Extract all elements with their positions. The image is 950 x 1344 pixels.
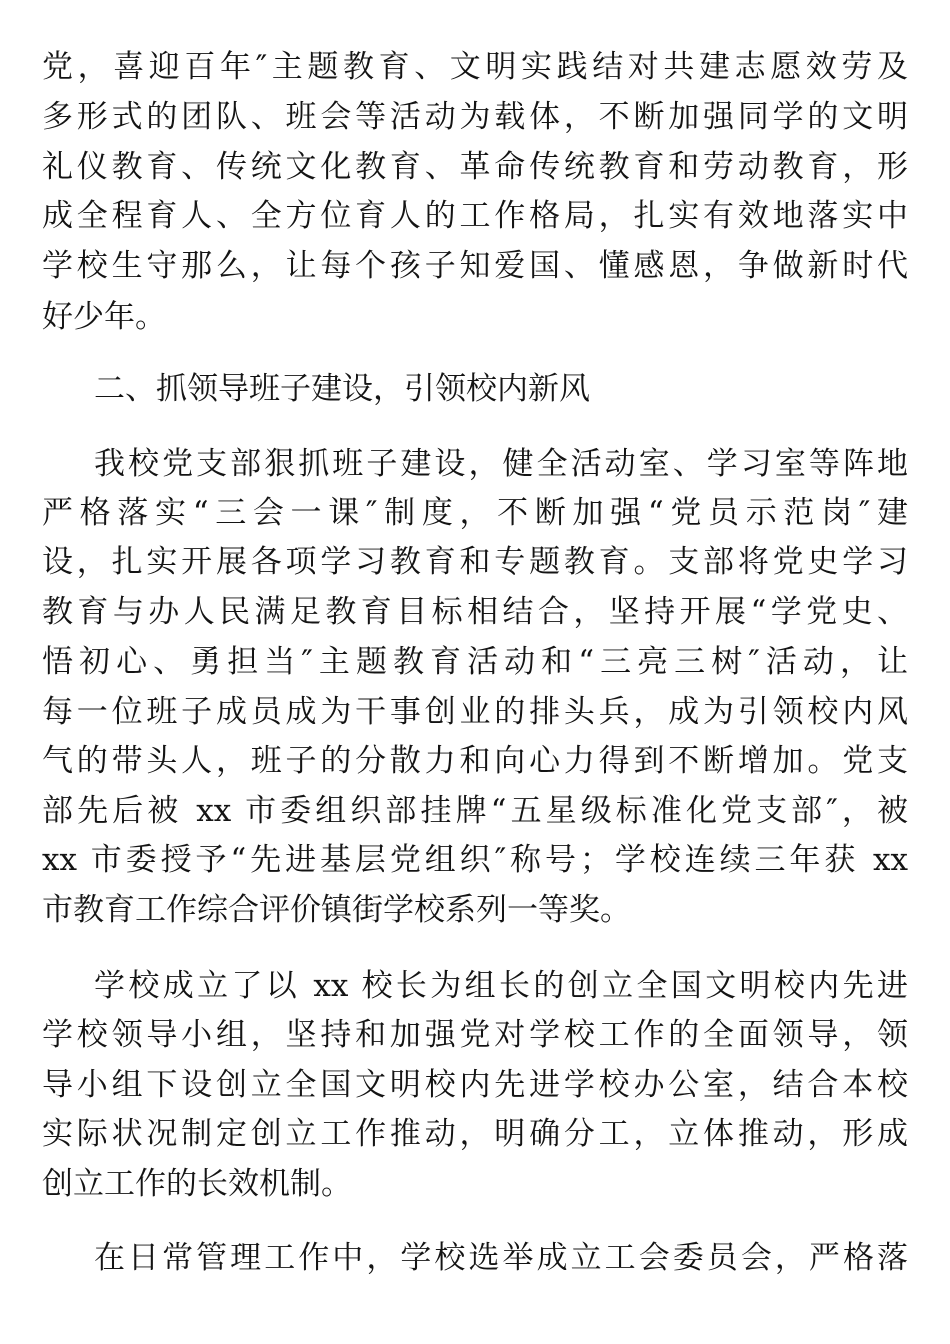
text-line: 学校领导小组，坚持和加强党对学校工作的全面领导，领 [42, 1017, 908, 1053]
text-line: 实际状况制定创立工作推动，明确分工，立体推动，形成 [42, 1116, 908, 1152]
text-line: 礼仪教育、传统文化教育、革命传统教育和劳动教育，形 [42, 149, 908, 185]
text-line: 市教育工作综合评价镇街学校系列一等奖。 [42, 892, 631, 928]
text-line: 我校党支部狠抓班子建设，健全活动室、学习室等阵地 [94, 446, 908, 482]
text-line: 学校成立了以 xx 校长为组长的创立全国文明校内先进 [94, 968, 908, 1004]
text-line: 导小组下设创立全国文明校内先进学校办公室，结合本校 [42, 1067, 908, 1103]
text-line: 多形式的团队、班会等活动为载体，不断加强同学的文明 [42, 99, 908, 135]
text-line: 在日常管理工作中，学校选举成立工会委员会，严格落 [94, 1240, 908, 1276]
text-line: 党，喜迎百年″主题教育、文明实践结对共建志愿效劳及 [42, 49, 908, 85]
text-line: 部先后被 xx 市委组织部挂牌“五星级标准化党支部″，被 [42, 793, 908, 829]
text-line: 气的带头人，班子的分散力和向心力得到不断增加。党支 [42, 743, 908, 779]
section-heading: 二、抓领导班子建设，引领校内新风 [94, 371, 590, 407]
text-line: 成全程育人、全方位育人的工作格局，扎实有效地落实中 [42, 198, 908, 234]
text-line: 学校生守那么，让每个孩子知爱国、懂感恩，争做新时代 [42, 248, 908, 284]
text-line: 设，扎实开展各项学习教育和专题教育。支部将党史学习 [42, 544, 908, 580]
text-line: 每一位班子成员成为干事创业的排头兵，成为引领校内风 [42, 694, 908, 730]
text-line: 创立工作的长效机制。 [42, 1166, 352, 1202]
text-line: 严格落实“三会一课″制度，不断加强“党员示范岗″建 [42, 495, 908, 531]
text-line: 教育与办人民满足教育目标相结合，坚持开展“学党史、 [42, 594, 908, 630]
text-line: xx 市委授予“先进基层党组织″称号；学校连续三年获 xx [42, 842, 908, 878]
text-line: 悟初心、勇担当″主题教育活动和“三亮三树″活动，让 [42, 644, 908, 680]
text-line: 好少年。 [42, 299, 166, 335]
